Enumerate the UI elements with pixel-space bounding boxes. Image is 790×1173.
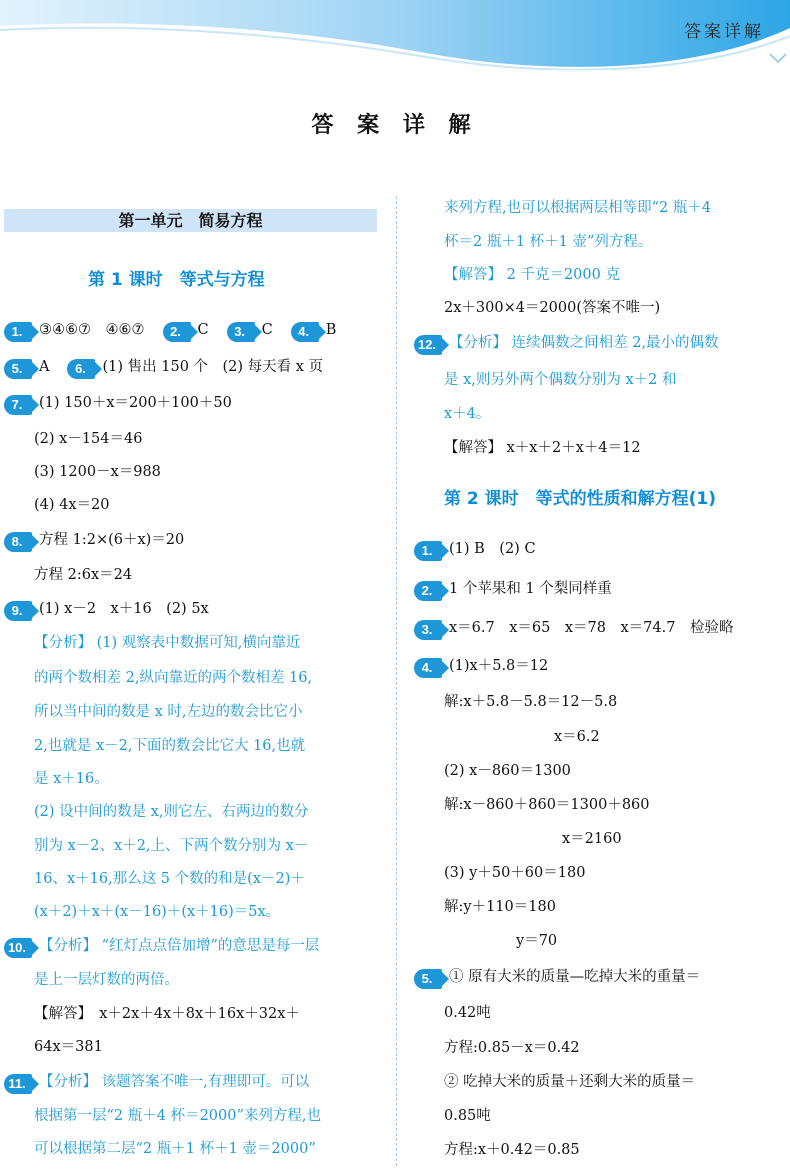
analysis-line: 2,也就是 x－2,下面的数会比它大 16,也就 [34,738,306,754]
solution-line: 【解答】 x＋2x＋4x＋8x＋16x＋32x＋ [34,1006,300,1022]
solution-line: ② 吃掉大米的质量＋还剩大米的质量＝ [444,1074,696,1090]
analysis-line: 【分析】 (1) 观察表中数据可知,横向靠近 [34,635,301,651]
answer-line: 方程 2:6x＝24 [34,567,133,583]
analysis-line: 可以根据第二层“2 瓶＋1 杯＋1 壶＝2000” [34,1141,316,1157]
question-number-1: 1. [414,541,442,561]
solution-line: 【解答】 x＋x＋2＋x＋4＝12 [444,440,641,456]
question-number-8: 8. [4,532,32,552]
question-number-2: 2. [414,581,442,601]
question-number-4: 4. [291,322,319,342]
analysis-line: 来列方程,也可以根据两层相等即“2 瓶＋4 [444,200,712,216]
question-number-5: 5. [414,969,442,989]
question-number-7: 7. [4,395,32,415]
question-number-2: 2. [163,322,191,342]
solution-line: 2x＋300×4＝2000(答案不唯一) [444,300,661,316]
analysis-line: 的两个数相差 2,纵向靠近的两个数相差 16, [34,670,313,686]
solution-line: 方程:x＋0.42＝0.85 [444,1142,580,1158]
analysis-line: 16、x＋16,那么这 5 个数的和是(x－2)＋ [34,871,305,887]
question-number-11: 11. [4,1074,32,1094]
p-answer-2: 2. 1 个苹果和 1 个梨同样重 [414,577,612,601]
question-number-5: 5. [4,359,32,379]
analysis-line: 是 x,则另外两个偶数分别为 x＋2 和 [444,372,677,388]
p-answer-5: 5. ① 原有大米的质量—吃掉大米的重量＝ [414,965,700,989]
p-answer-3: 3. x＝6.7 x＝65 x＝78 x＝74.7 检验略 [414,616,733,640]
question-number-4: 4. [414,658,442,678]
unit-title: 第一单元 简易方程 [4,209,377,232]
solution-line: 64x＝381 [34,1039,103,1055]
solution-line: 0.85吨 [444,1108,491,1124]
analysis-line: x＋4。 [444,406,491,422]
question-number-12: 12. [414,335,442,355]
running-header-title: 答案详解 [684,22,764,42]
solution-line: 【解答】 2 千克＝2000 克 [444,267,620,283]
analysis-line: 根据第一层“2 瓶＋4 杯＝2000”来列方程,也 [34,1108,322,1124]
question-number-1: 1. [4,322,32,342]
answer-9-line: 9. (1) x－2 x＋16 (2) 5x [4,597,209,621]
page-title: 答 案 详 解 [311,113,479,138]
solution-line: 方程:0.85－x＝0.42 [444,1040,580,1056]
lesson-1-title: 第 1 课时 等式与方程 [88,270,265,290]
solution-line: (3) y＋50＋60＝180 [444,865,586,881]
question-number-6: 6. [67,359,95,379]
answer-row-5-6: 5. A 6. (1) 售出 150 个 (2) 每天看 x 页 [4,355,323,379]
answer-line: (3) 1200－x＝988 [34,464,161,480]
question-number-3: 3. [414,620,442,640]
answer-8-line: 8. 方程 1:2×(6＋x)＝20 [4,528,184,552]
answer-11-line: 11. 【分析】 该题答案不唯一,有理即可。可以 [4,1070,309,1094]
analysis-line: 是上一层灯数的两倍。 [34,972,179,988]
answer-line: (4) 4x＝20 [34,497,110,513]
solution-line: (2) x－860＝1300 [444,763,571,779]
answer-12-line: 12. 【分析】 连续偶数之间相差 2,最小的偶数 [414,331,719,355]
analysis-line: 别为 x－2、x＋2,上、下两个数分别为 x－ [34,838,309,854]
solution-line: y＝70 [516,933,558,949]
answer-10-line: 10. 【分析】 “红灯点点倍加增”的意思是每一层 [4,934,319,958]
analysis-line: 所以当中间的数是 x 时,左边的数会比它小 [34,704,303,720]
analysis-line: 是 x＋16。 [34,771,109,787]
question-number-3: 3. [227,322,255,342]
p-answer-1: 1. (1) B (2) C [414,537,536,561]
header-wave-banner [0,0,790,70]
question-number-10: 10. [4,938,32,958]
lesson-2-title: 第 2 课时 等式的性质和解方程(1) [444,489,717,509]
analysis-line: 杯＝2 瓶＋1 杯＋1 壶”列方程。 [444,234,653,250]
solution-line: 解:x－860＋860＝1300＋860 [444,797,650,813]
solution-line: 解:x＋5.8－5.8＝12－5.8 [444,694,618,710]
answer-line: (2) x－154＝46 [34,431,143,447]
solution-line: x＝6.2 [554,729,600,745]
p-answer-4: 4. (1)x＋5.8＝12 [414,654,548,678]
answer-7-line: 7. (1) 150＋x＝200＋100＋50 [4,391,232,415]
question-number-9: 9. [4,601,32,621]
solution-line: 解:y＋110＝180 [444,899,556,915]
analysis-line: (2) 设中间的数是 x,则它左、右两边的数分 [34,804,309,820]
solution-line: x＝2160 [562,831,622,847]
analysis-line: (x＋2)＋x＋(x－16)＋(x＋16)＝5x。 [34,904,281,920]
solution-line: 0.42吨 [444,1005,491,1021]
column-divider [396,196,397,1166]
answer-row-1-4: 1. ③④⑥⑦ ④⑥⑦ 2. C 3. C 4. B [4,318,336,342]
